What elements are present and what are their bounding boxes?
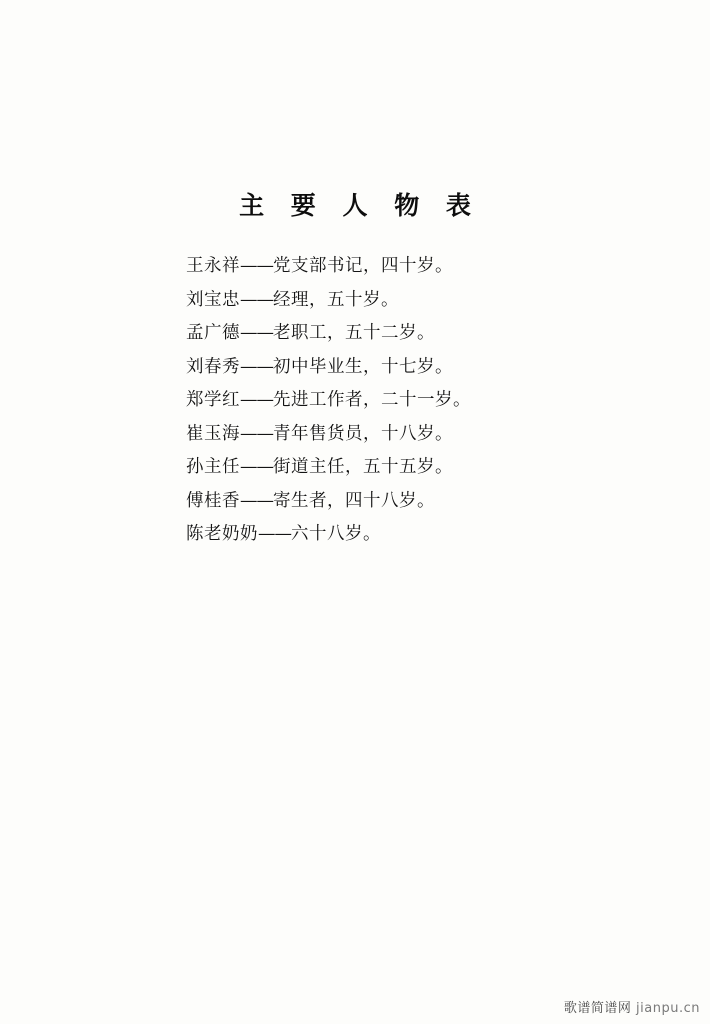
list-item (186, 485, 646, 519)
character-description: 六十八岁。 (291, 524, 381, 544)
character-description: 先进工作者，二十一岁。 (273, 390, 471, 410)
page-title: 主 要 人 物 表 (239, 191, 480, 220)
character-description: 街道主任，五十五岁。 (273, 457, 453, 477)
character-name: 陈老奶奶 (186, 524, 258, 544)
dash-separator: —— (240, 356, 273, 377)
dash-separator: —— (240, 390, 273, 410)
character-description: 青年售货员，十八岁。 (273, 423, 453, 444)
character-name: 刘春秀 (186, 356, 240, 377)
character-description: 寄生者，四十八岁。 (273, 490, 435, 511)
watermark (564, 997, 700, 1016)
character-description: 党支部书记，四十岁。 (273, 256, 453, 276)
character-name: 郑学红 (186, 390, 240, 410)
character-description: 老职工，五十二岁。 (273, 323, 435, 343)
dash-separator: —— (240, 457, 273, 477)
list-item (186, 384, 646, 418)
list-item (186, 250, 646, 284)
character-description: 初中毕业生，十七岁。 (273, 356, 453, 377)
watermark-label: 歌谱简谱网 (563, 1001, 632, 1016)
character-name: 孙主任 (186, 457, 240, 477)
dash-separator: —— (240, 256, 273, 276)
dash-separator: —— (258, 524, 291, 544)
list-item (186, 418, 646, 452)
dash-separator: —— (240, 289, 273, 310)
character-name: 王永祥 (186, 256, 240, 276)
list-item (186, 518, 646, 552)
dash-separator: —— (240, 490, 273, 511)
list-item (186, 451, 646, 485)
watermark-site: jianpu.cn (636, 1001, 700, 1016)
character-name: 崔玉海 (186, 423, 240, 444)
character-name: 刘宝忠 (186, 289, 240, 310)
list-item (186, 351, 646, 385)
list-item (186, 317, 646, 351)
dash-separator: —— (240, 423, 273, 444)
list-item (186, 284, 646, 318)
character-name: 孟广德 (186, 323, 240, 343)
character-name: 傅桂香 (186, 490, 240, 511)
character-list (186, 250, 646, 552)
character-description: 经理，五十岁。 (273, 289, 399, 310)
dash-separator: —— (240, 323, 273, 343)
